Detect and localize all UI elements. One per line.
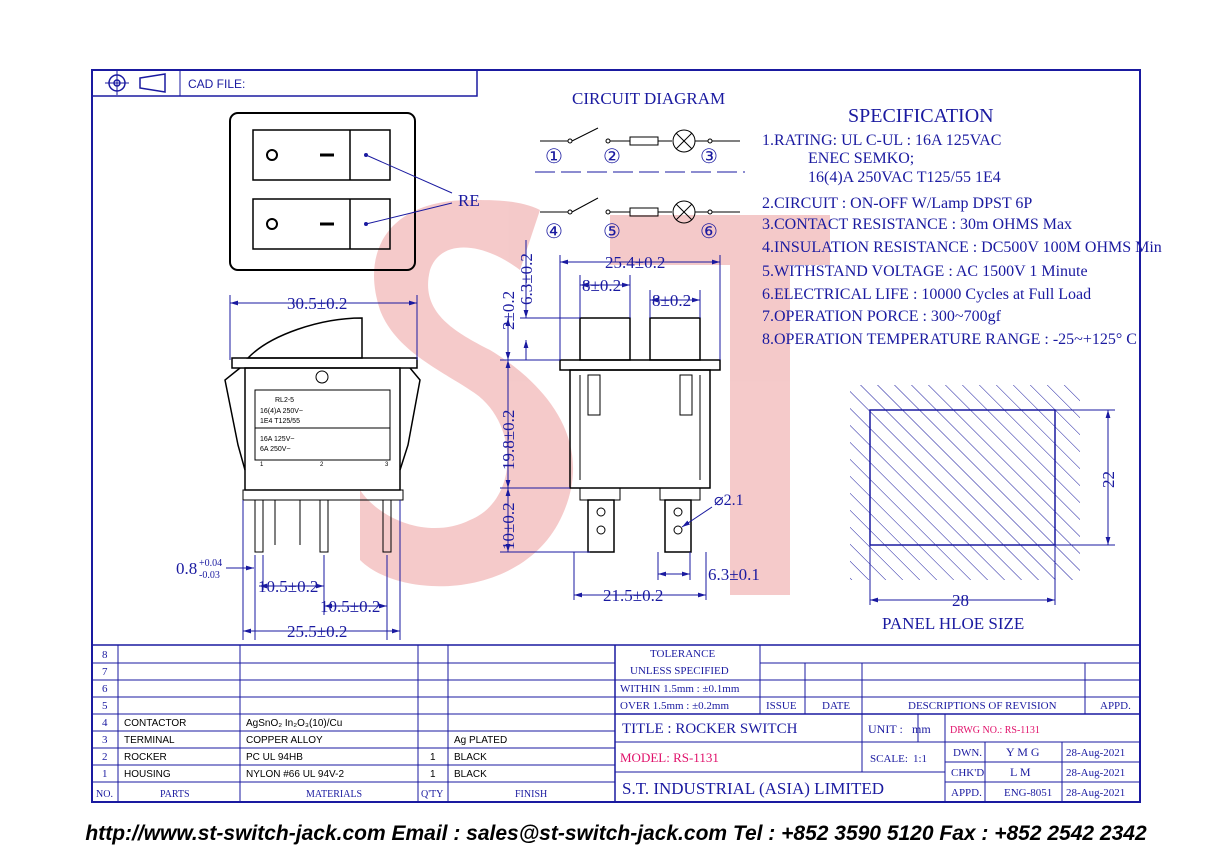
- unit-label: UNIT :: [868, 722, 903, 736]
- rev-date: DATE: [822, 700, 851, 712]
- node-1: ①: [545, 146, 563, 168]
- bom-header-finish: FINISH: [515, 789, 548, 800]
- chkd-date: 28-Aug-2021: [1066, 767, 1126, 779]
- panel-dim-22: 22: [1099, 471, 1118, 488]
- footer-contact: http://www.st-switch-jack.com Email : sales@st-switch-jack.com Tel : +852 3590 5120 Fax : +852 2542 2342: [85, 822, 1147, 845]
- node-6: ⑥: [700, 221, 718, 243]
- dim-dia-2-1: ⌀2.1: [714, 492, 744, 509]
- plate-pin-3: 3: [385, 462, 389, 468]
- spec-line-1: 1.RATING: UL C-UL : 16A 125VAC: [762, 132, 1002, 149]
- node-3: ③: [700, 146, 718, 168]
- scale-value: 1:1: [913, 753, 928, 765]
- dim-10-5-a: 10.5±0.2: [258, 577, 319, 596]
- dim-2-v: 2±0.2: [499, 290, 518, 330]
- bom-no: 3: [102, 734, 108, 746]
- model-text: MODEL: RS-1131: [620, 750, 719, 765]
- chkd-label: CHK'D: [951, 767, 985, 779]
- spec-line-9: 7.OPERATION PORCE : 300~700gf: [762, 308, 1001, 325]
- cad-file-label: CAD FILE:: [188, 77, 246, 91]
- dim-0-8-sup: +0.04: [199, 558, 223, 569]
- scale-label: SCALE:: [870, 753, 908, 765]
- plate-pin-1: 1: [260, 462, 264, 468]
- bom-material: PC UL 94HB: [246, 752, 303, 763]
- dwn-label: DWN.: [953, 747, 983, 759]
- bom-part: HOUSING: [124, 769, 171, 780]
- bom-part: CONTACTOR: [124, 718, 187, 729]
- bom-qty: 1: [430, 752, 436, 763]
- rear-view: [560, 318, 720, 552]
- dim-0-8: 0.8: [176, 559, 198, 578]
- dim-0-8-sub: -0.03: [199, 570, 220, 581]
- plate-line3: 16A 125V~: [260, 436, 295, 443]
- tol-title: TOLERANCE: [650, 648, 716, 660]
- bom-material: AgSnO₂ In₂O₃(10)/Cu: [246, 718, 343, 729]
- rev-issue: ISSUE: [766, 700, 797, 712]
- plate-line1: 16(4)A 250V~: [260, 408, 304, 415]
- spec-line-6: 4.INSULATION RESISTANCE : DC500V 100M OHMS Min: [762, 239, 1162, 256]
- dim-6-3-v: 6.3±0.2: [517, 253, 536, 305]
- dim-10-v: 10±0.2: [499, 502, 518, 550]
- st-watermark: [360, 200, 830, 595]
- rev-desc: DESCRIPTIONS OF REVISION: [908, 700, 1057, 712]
- bom-part: TERMINAL: [124, 735, 175, 746]
- dim-8-b: 8±0.2: [652, 291, 692, 310]
- tol-subtitle: UNLESS SPECIFIED: [630, 665, 729, 677]
- tol-within: WITHIN 1.5mm : ±0.1mm: [620, 683, 740, 695]
- re-callout: RE: [458, 191, 480, 210]
- bom-material: COPPER ALLOY: [246, 735, 323, 746]
- bom-no: 6: [102, 683, 108, 695]
- spec-line-2: ENEC SEMKO;: [808, 150, 915, 167]
- bom-material: NYLON #66 UL 94V-2: [246, 769, 345, 780]
- circuit-title: CIRCUIT DIAGRAM: [572, 89, 726, 108]
- plate-line2: 1E4 T125/55: [260, 418, 300, 425]
- dim-25-4: 25.4±0.2: [605, 253, 666, 272]
- bom-no: 4: [102, 717, 108, 729]
- panel-dim-28: 28: [952, 591, 969, 610]
- dim-10-5-b: 10.5±0.2: [320, 597, 381, 616]
- plate-model: RL2-5: [275, 397, 295, 404]
- appd-value: ENG-8051: [1004, 787, 1053, 799]
- dwn-value: Y M G: [1006, 745, 1040, 759]
- dim-30-5: 30.5±0.2: [287, 294, 348, 313]
- drwg-no: DRWG NO.: RS-1131: [950, 725, 1040, 736]
- dim-6-3-h: 6.3±0.1: [708, 565, 760, 584]
- cad-file-header: [92, 70, 477, 96]
- bom-cells: [96, 649, 547, 800]
- spec-line-8: 6.ELECTRICAL LIFE : 10000 Cycles at Full Load: [762, 286, 1092, 303]
- plate-line4: 6A 250V~: [260, 446, 291, 453]
- tolerance-block: [615, 645, 1140, 714]
- tol-over: OVER 1.5mm : ±0.2mm: [620, 700, 730, 712]
- bom-header-no: NO.: [96, 789, 113, 800]
- node-2: ②: [603, 146, 621, 168]
- bom-finish: BLACK: [454, 752, 487, 763]
- bom-no: 7: [102, 666, 108, 678]
- company-name: S.T. INDUSTRIAL (ASIA) LIMITED: [622, 779, 885, 798]
- bom-finish: Ag PLATED: [454, 735, 508, 746]
- bom-finish: BLACK: [454, 769, 487, 780]
- dwn-date: 28-Aug-2021: [1066, 747, 1126, 759]
- unit-value: mm: [912, 722, 931, 736]
- spec-line-5: 3.CONTACT RESISTANCE : 30m OHMS Max: [762, 216, 1073, 233]
- chkd-value: L M: [1010, 765, 1031, 779]
- bom-header-part: PARTS: [160, 789, 190, 800]
- specification: [762, 105, 1162, 348]
- plate-pin-2: 2: [320, 462, 324, 468]
- panel-caption: PANEL HLOE SIZE: [882, 614, 1025, 633]
- spec-line-4: 2.CIRCUIT : ON-OFF W/Lamp DPST 6P: [762, 195, 1033, 212]
- dim-25-5: 25.5±0.2: [287, 622, 348, 641]
- title-text: TITLE : ROCKER SWITCH: [622, 721, 798, 737]
- appd-label: APPD.: [951, 787, 982, 799]
- spec-line-10: 8.OPERATION TEMPERATURE RANGE : -25~+125° C: [762, 331, 1137, 348]
- panel-hole: [850, 385, 1118, 633]
- dim-8-a: 8±0.2: [582, 276, 622, 295]
- spec-line-3: 16(4)A 250VAC T125/55 1E4: [808, 169, 1001, 186]
- bom-no: 2: [102, 751, 108, 763]
- bom-part: ROCKER: [124, 752, 167, 763]
- dim-21-5: 21.5±0.2: [603, 586, 664, 605]
- node-5: ⑤: [603, 221, 621, 243]
- title-block: [615, 714, 1140, 802]
- bom-header-qty: Q'TY: [421, 789, 444, 800]
- dim-19-8-v: 19.8±0.2: [499, 409, 518, 470]
- bom-header-material: MATERIALS: [306, 789, 363, 800]
- rev-appd: APPD.: [1100, 700, 1131, 712]
- bom-no: 1: [102, 768, 108, 780]
- bom-no: 8: [102, 649, 108, 661]
- projection-cone-icon: [140, 74, 165, 92]
- side-view: [225, 318, 420, 552]
- appd-date: 28-Aug-2021: [1066, 787, 1126, 799]
- node-4: ④: [545, 221, 563, 243]
- bom-qty: 1: [430, 769, 436, 780]
- spec-title: SPECIFICATION: [848, 105, 994, 127]
- spec-line-7: 5.WITHSTAND VOLTAGE : AC 1500V 1 Minute: [762, 263, 1088, 280]
- bom-no: 5: [102, 700, 108, 712]
